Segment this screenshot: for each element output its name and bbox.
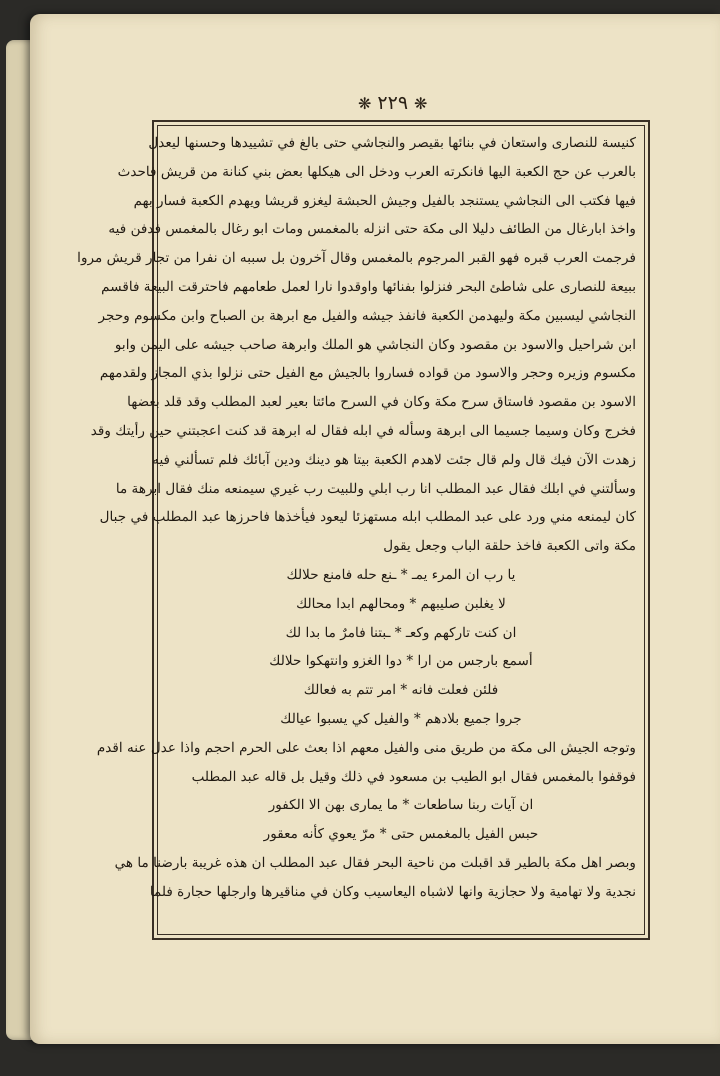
verse-line: أسمع بارجس من ارا * دوا الغزو وانتهكوا حلالك (269, 653, 533, 670)
text-line: الاسود بن مقصود فاستاق سرح مكة وكان في السرح مائتا بعير لعبد المطلب وقد قلد بعضها (127, 394, 636, 411)
text-line: فوقفوا بالمغمس فقال ابو الطيب بن مسعود في ذلك وقيل بل قاله عبد المطلب (191, 768, 636, 785)
text-line: مكسوم وزيره وحجر والاسود من قواده فساروا بالجيش مع الفيل حتى نزلوا بذي المجاز ولقدمهم (99, 365, 636, 382)
ornament-left-icon: ❋ (358, 93, 372, 113)
text-line: كنيسة للنصارى واستعان في بنائها بقيصر والنجاشي حتى بالغ في تشييدها وحسنها ليعدل (148, 135, 636, 151)
text-line: كان ليمنعه مني ورد على عبد المطلب ابله مستهزئا ليعود فيأخذها فاحرزها عبد المطلب في جبال (99, 509, 636, 526)
verse-line: ان آيات ربنا ساطعات * ما يمارى بهن الا الكفور (268, 797, 534, 814)
page-header (358, 90, 427, 116)
text-line: بالعرب عن حج الكعبة اليها فانكرته العرب ودخل الى هيكلها بعض بني كنانة من قريش فاحدث (117, 163, 636, 180)
text-line: وسألتني في ابلك فقال عبد المطلب انا رب ابلي وللبيت رب غيري سيمنعه منك فقال ابرهة ما (115, 480, 636, 497)
text-line: فرجمت العرب قبره فهو القبر المرجوم بالمغمس وقال آخرون بل سببه ان نفرا من تجار قريش مروا (77, 250, 636, 267)
text-block (77, 129, 636, 933)
verse-line: لا يغلبن صليبهم * ومحالهم ابدا محالك (296, 595, 506, 612)
text-line: نجدية ولا تهامية ولا حجازية وانها لاشباه اليعاسيب وكان في مناقيرها وارجلها حجارة فلما (149, 883, 636, 900)
text-line: واخذ ابارغال من الطائف دليلا الى مكة حتى انزله بالمغمس ومات ابو رغال بالمغمس فدفن فيه (108, 221, 636, 238)
verse-line: يا رب ان المرء يمـ * ـنع حله فامنع حلالك (286, 566, 516, 583)
verse-line: فلئن فعلت فانه * امر تتم به فعالك (303, 682, 499, 699)
text-line: فيها فكتب الى النجاشي يستنجد بالفيل وجيش الحبشة ليغزو قريشا ويهدم الكعبة فسار بهم (133, 192, 636, 209)
text-line: وتوجه الجيش الى مكة من طريق منى والفيل معهم اذا بعث على الحرم احجم واذا عدل عنه اقدم (96, 739, 636, 756)
text-line: ببيعة للنصارى على شاطئ البحر فنزلوا بفنائها واوقدوا نارا لعمل طعامهم فاحترقت البيعة فاقسم (101, 278, 636, 295)
page-number: ٢٢٩ (377, 92, 409, 114)
text-line: مكة واتى الكعبة فاخذ حلقة الباب وجعل يقول (383, 538, 636, 555)
verse-line: جروا جميع بلادهم * والفيل كي يسبوا عيالك (280, 710, 522, 727)
text-line: النجاشي ليسبين مكة وليهدمن الكعبة فانفذ جيشه والفيل مع ابرهة بن الصباح وابن مكسوم وحجر (98, 307, 636, 324)
verse-line: ان كنت تاركهم وكعـ * ـبتنا فامرٌ ما بدا لك (285, 624, 517, 641)
text-line: فخرج وكان وسيما جسيما الى ابرهة وسأله في ابله فقال له ابرهة قد كنت اعجبتني حين رأيتك وقد (90, 422, 636, 439)
verse-line: حبس الفيل بالمغمس حتى * مرّ يعوي كأنه معقور (263, 826, 539, 843)
text-line: زهدت الآن فيك قال ولم قال جئت لاهدم الكعبة بيتا هو دينك ودين آبائك فلم تسألني فيه (152, 451, 636, 468)
text-line: وبصر اهل مكة بالطير قد اقبلت من ناحية البحر فقال عبد المطلب ان هذه غريبة بارضنا ما هي (114, 854, 636, 871)
ornament-right-icon: ❋ (414, 93, 428, 113)
text-line: ابن شراحيل والاسود بن مقصود وكان النجاشي هو الملك وابرهة صاحب جيشه على اليمن وابو (114, 336, 636, 353)
